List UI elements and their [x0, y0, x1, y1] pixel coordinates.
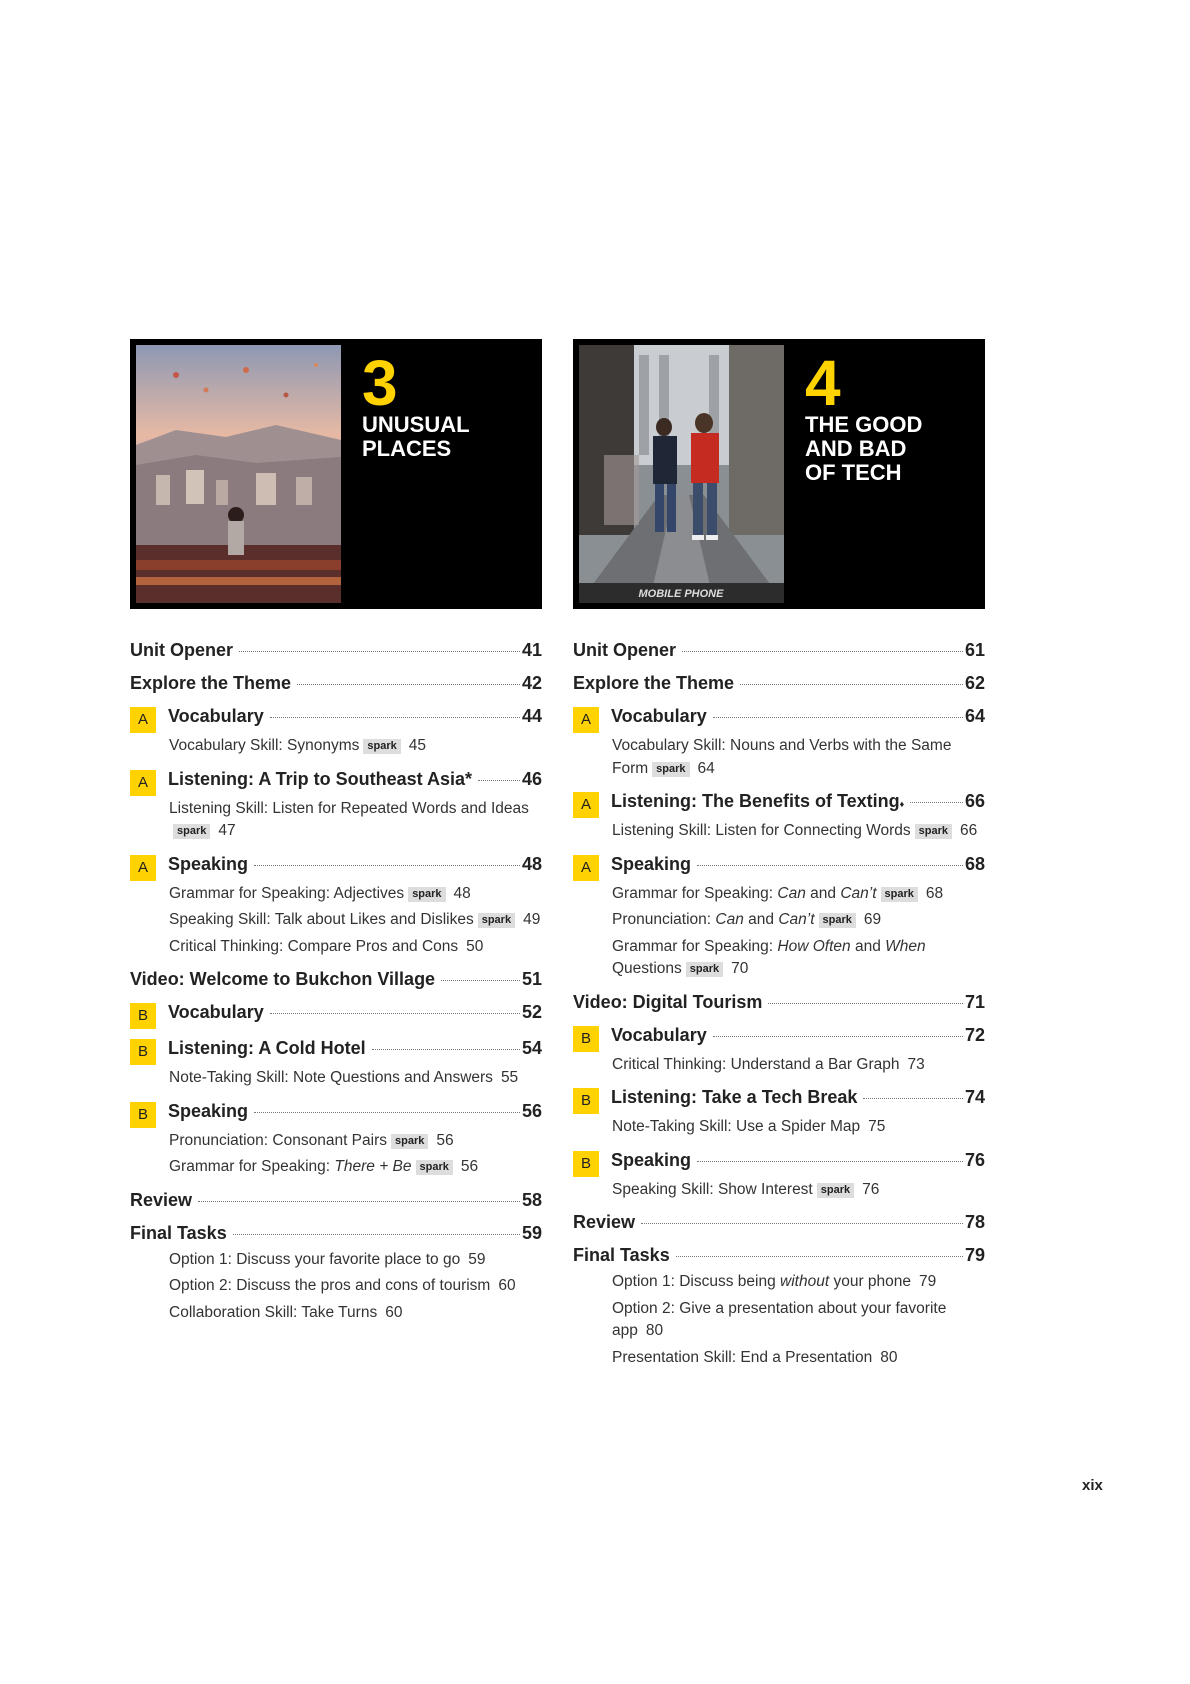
toc-subentry: Vocabulary Skill: Nouns and Verbs with the Same Form spark 64: [612, 737, 952, 777]
part-badge: B: [573, 1026, 599, 1052]
toc-subentry: Option 1: Discuss being without your phone 79: [612, 1273, 937, 1290]
spark-badge: spark: [416, 1160, 453, 1175]
spark-badge: spark: [478, 913, 515, 928]
toc-entry-unit-opener[interactable]: Unit Opener 61: [573, 640, 985, 660]
toc-subentry: Pronunciation: Can and Can’t spark 69: [612, 911, 882, 928]
toc-subentry: Presentation Skill: End a Presentation 80: [612, 1348, 898, 1366]
spark-badge: spark: [686, 962, 723, 977]
unit-4-photo: [579, 345, 784, 603]
toc-subentry: Critical Thinking: Compare Pros and Cons 50: [169, 937, 484, 955]
part-badge: A: [573, 792, 599, 818]
unit-title: THE GOOD AND BAD OF TECH: [805, 412, 923, 485]
spark-badge: spark: [363, 739, 400, 754]
part-badge: A: [130, 707, 156, 733]
diamond-mark-icon: ♦: [899, 799, 905, 809]
part-badge: A: [130, 770, 156, 796]
toc-subentry: Option 2: Discuss the pros and cons of tourism 60: [169, 1277, 516, 1294]
unit-3-photo: [136, 345, 341, 603]
toc-entry-video[interactable]: Video: Digital Tourism 71: [573, 991, 985, 1012]
toc-entry-review[interactable]: Review 58: [130, 1189, 542, 1210]
toc-subentry: Listening Skill: Listen for Connecting Words spark 66: [612, 822, 978, 839]
toc-entry-explore[interactable]: Explore the Theme 42: [130, 673, 542, 693]
toc-entry-review[interactable]: Review 78: [573, 1212, 985, 1232]
toc-subentry: Option 2: Give a presentation about your favorite app 80: [612, 1299, 947, 1339]
unit-3-header: [130, 339, 542, 609]
toc-entry-a-listening[interactable]: A Listening: The Benefits of Texting ♦ 66: [573, 790, 985, 816]
toc-entry-b-speaking[interactable]: B Speaking 76: [573, 1149, 985, 1175]
toc-subentry: Collaboration Skill: Take Turns 60: [169, 1303, 403, 1321]
spark-badge: spark: [915, 824, 952, 839]
toc-subentry: Vocabulary Skill: Synonyms spark 45: [169, 737, 426, 754]
part-badge: A: [573, 855, 599, 881]
part-badge: B: [130, 1039, 156, 1065]
spark-badge: spark: [652, 762, 689, 777]
part-badge: A: [130, 855, 156, 881]
toc-subentry: Speaking Skill: Show Interest spark 76: [612, 1180, 880, 1198]
photo-caption: MOBILE PHONE: [638, 588, 724, 600]
toc-subentry: Note-Taking Skill: Use a Spider Map 75: [612, 1118, 886, 1135]
part-badge: B: [130, 1003, 156, 1029]
spark-badge: spark: [817, 1183, 854, 1198]
toc-entry-a-speaking[interactable]: A Speaking 68: [573, 853, 985, 879]
toc-subentry: Grammar for Speaking: Adjectives spark 48: [169, 884, 471, 902]
table-of-contents: [130, 639, 542, 1324]
toc-subentry: Grammar for Speaking: Can and Can’t spark 68: [612, 884, 944, 902]
toc-entry-explore[interactable]: Explore the Theme 62: [573, 673, 985, 693]
spark-badge: spark: [881, 887, 918, 902]
table-of-contents: [573, 639, 985, 1369]
toc-subentry: Listening Skill: Listen for Repeated Words and Ideasspark 47: [169, 799, 529, 839]
part-badge: B: [130, 1102, 156, 1128]
toc-entry-a-speaking[interactable]: A Speaking 48: [130, 853, 542, 879]
toc-entry-b-vocabulary[interactable]: B Vocabulary 52: [130, 1001, 542, 1027]
toc-subentry: Speaking Skill: Talk about Likes and Dislikes spark 49: [169, 911, 541, 928]
spark-badge: spark: [391, 1134, 428, 1149]
part-badge: B: [573, 1151, 599, 1177]
toc-entry-unit-opener[interactable]: Unit Opener 41: [130, 640, 542, 660]
part-badge: B: [573, 1088, 599, 1114]
toc-subentry: Grammar for Speaking: There + Be spark 56: [169, 1158, 479, 1175]
toc-entry-b-vocabulary[interactable]: B Vocabulary 72: [573, 1024, 985, 1050]
toc-entry-b-speaking[interactable]: B Speaking 56: [130, 1100, 542, 1126]
toc-entry-video[interactable]: Video: Welcome to Bukchon Village 51: [130, 969, 542, 989]
toc-subentry: Critical Thinking: Understand a Bar Graph 73: [612, 1055, 925, 1073]
toc-entry-b-listening[interactable]: B Listening: A Cold Hotel 54: [130, 1037, 542, 1063]
page-number: xix: [1082, 1477, 1103, 1494]
unit-number: 4: [805, 347, 841, 419]
unit-4-header: [573, 339, 985, 609]
toc-entry-final-tasks[interactable]: Final Tasks 79: [573, 1245, 985, 1265]
unit-number: 3: [362, 347, 398, 419]
toc-entry-a-vocabulary[interactable]: A Vocabulary 64: [573, 705, 985, 731]
toc-subentry: Option 1: Discuss your favorite place to go 59: [169, 1250, 486, 1268]
toc-entry-a-listening[interactable]: A Listening: A Trip to Southeast Asia* 46: [130, 768, 542, 794]
unit-3-column: [130, 339, 542, 1324]
spark-badge: spark: [408, 887, 445, 902]
toc-subentry: Pronunciation: Consonant Pairs spark 56: [169, 1131, 454, 1149]
spark-badge: spark: [173, 824, 210, 839]
toc-entry-b-listening[interactable]: B Listening: Take a Tech Break 74: [573, 1086, 985, 1112]
unit-title: UNUSUAL PLACES: [362, 412, 470, 461]
unit-4-column: [573, 339, 985, 1369]
spark-badge: spark: [819, 913, 856, 928]
toc-entry-final-tasks[interactable]: Final Tasks 59: [130, 1222, 542, 1243]
toc-entry-a-vocabulary[interactable]: A Vocabulary 44: [130, 705, 542, 731]
part-badge: A: [573, 707, 599, 733]
toc-subentry: Grammar for Speaking: How Often and When Questions spark 70: [612, 937, 926, 977]
toc-subentry: Note-Taking Skill: Note Questions and Answers 55: [169, 1069, 519, 1086]
